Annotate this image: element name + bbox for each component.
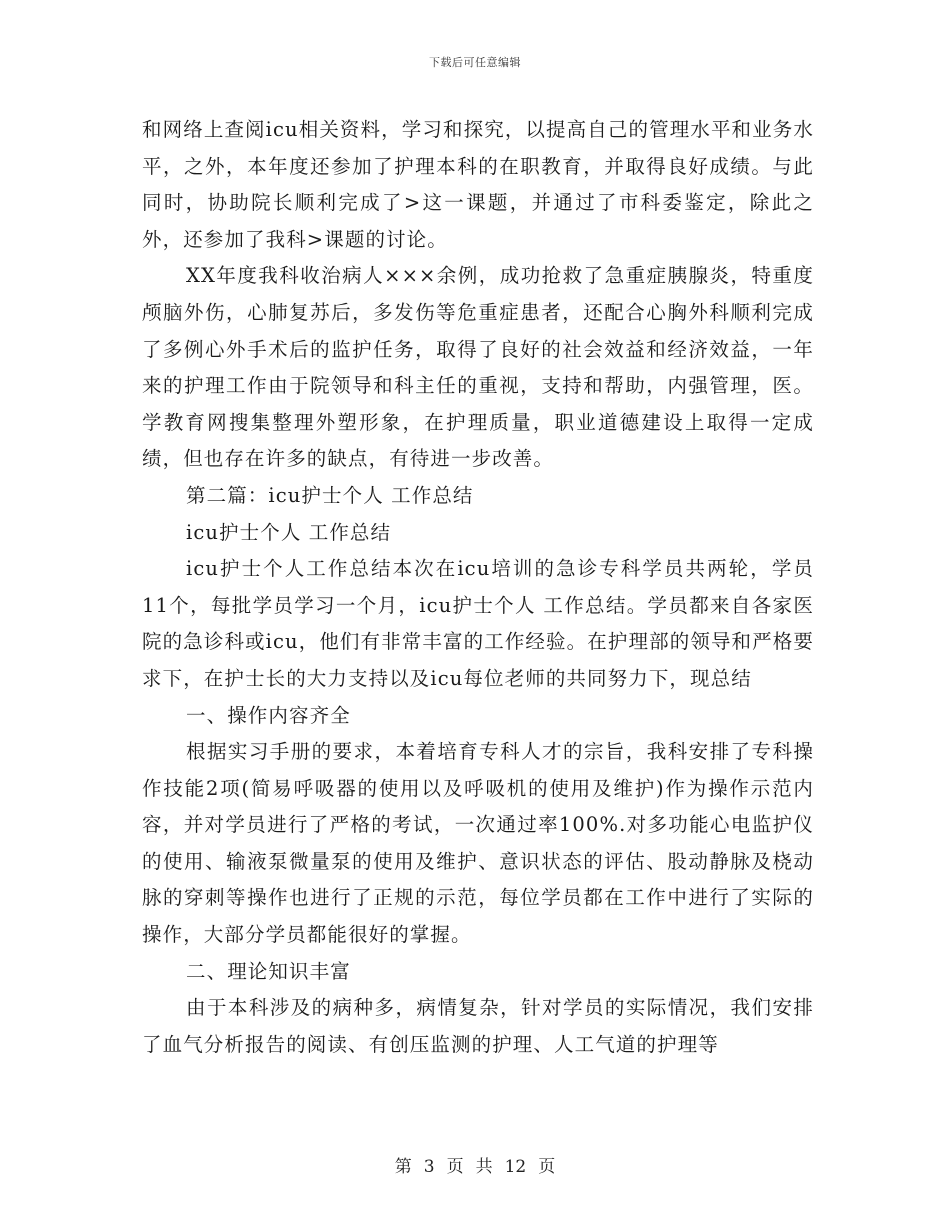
page-footer bbox=[0, 1152, 950, 1177]
footer-label-page: 第 bbox=[394, 1157, 412, 1177]
paragraph: icu护士个人工作总结本次在icu培训的急诊专科学员共两轮，学员11个，每批学员学习一个月，icu护士个人 工作总结。学员都来自各家医院的急诊科或icu，他们有非常丰富的工作经验。在护理部的领导和严格要求下，在护士长的大力支持以及icu每位老师的共同努力下，现总结 bbox=[142, 557, 814, 690]
paragraph: 由于本科涉及的病种多，病情复杂，针对学员的实际情况，我们安排了血气分析报告的阅读、有创压监测的护理、人工气道的护理等 bbox=[142, 996, 814, 1056]
footer-label-unit2: 页 bbox=[538, 1157, 556, 1177]
paragraph: XX年度我科收治病人×××余例，成功抢救了急重症胰腺炎，特重度颅脑外伤，心肺复苏后，多发伤等危重症患者，还配合心胸外科顺利完成了多例心外手术后的监护任务，取得了良好的社会效益和经济效益，一年来的护理工作由于院领导和科主任的重视，支持和帮助，内强管理，医。学教育网搜集整理外塑形象，在护理质量，职业道德建设上取得一定成绩，但也存在许多的缺点，有待进一步改善。 bbox=[142, 264, 814, 471]
document-body bbox=[142, 112, 814, 1063]
section-title: 第二篇：icu护士个人 工作总结 bbox=[186, 483, 474, 507]
section-heading: 二、理论知识丰富 bbox=[186, 959, 351, 983]
article-title: icu护士个人 工作总结 bbox=[186, 520, 392, 544]
footer-label-unit: 页 bbox=[446, 1157, 464, 1177]
total-pages: 12 bbox=[504, 1157, 527, 1177]
paragraph: 和网络上查阅icu相关资料，学习和探究，以提高自己的管理水平和业务水平，之外，本年度还参加了护理本科的在职教育，并取得良好成绩。与此同时，协助院长顺利完成了>这一课题，并通过了市科委鉴定，除此之外，还参加了我科>课题的讨论。 bbox=[142, 118, 814, 251]
section-heading: 一、操作内容齐全 bbox=[186, 703, 351, 727]
paragraph: 根据实习手册的要求，本着培育专科人才的宗旨，我科安排了专科操作技能2项(简易呼吸器的使用以及呼吸机的使用及维护)作为操作示范内容，并对学员进行了严格的考试，一次通过率100%.对多功能心电监护仪的使用、输液泵微量泵的使用及维护、意识状态的评估、股动静脉及桡动脉的穿刺等操作也进行了正规的示范，每位学员都在工作中进行了实际的操作，大部分学员都能很好的掌握。 bbox=[142, 740, 814, 947]
footer-label-total: 共 bbox=[475, 1157, 493, 1177]
page-header: 下载后可任意编辑 bbox=[429, 56, 521, 69]
page-number: 3 bbox=[423, 1157, 435, 1177]
